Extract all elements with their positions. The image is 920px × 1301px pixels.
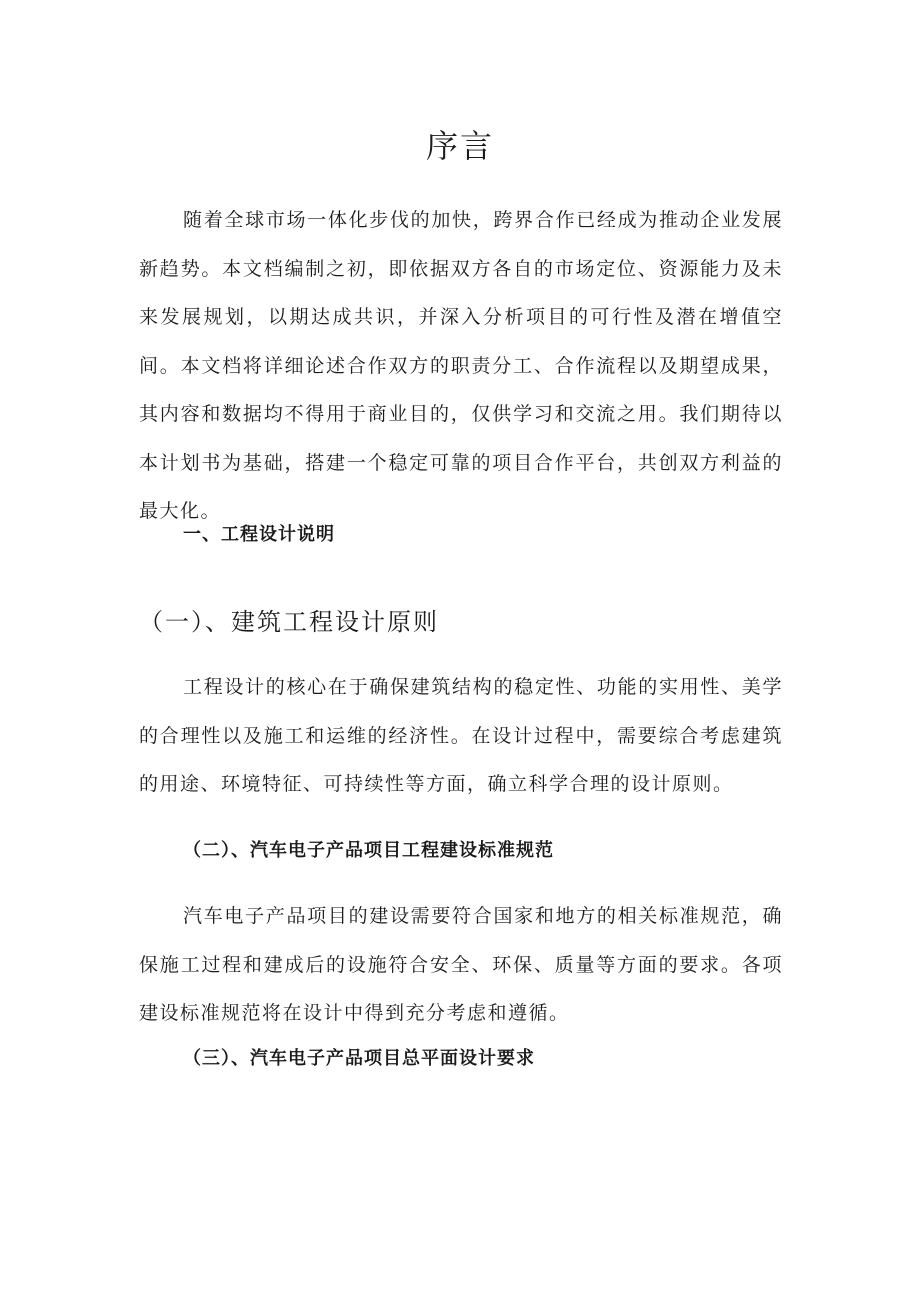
intro-paragraph: 随着全球市场一体化步伐的加快，跨界合作已经成为推动企业发展新趋势。本文档编制之初，即依据双方各自的市场定位、资源能力及未来发展规划，以期达成共识，并深入分析项目的可行性及潜在增值空间。本文档将详细论述合作双方的职责分工、合作流程以及期望成果，其内容和数据均不得用于商业目的，仅供学习和交流之用。我们期待以本计划书为基础，搭建一个稳定可靠的项目合作平台，共创双方利益的最大化。 bbox=[139, 209, 783, 522]
subsection-heading-site-layout: （三）、汽车电子产品项目总平面设计要求 bbox=[183, 1048, 535, 1069]
subsection-heading-construction-standards: （二）、汽车电子产品项目工程建设标准规范 bbox=[183, 840, 554, 861]
construction-standards-paragraph: 汽车电子产品项目的建设需要符合国家和地方的相关标准规范，确保施工过程和建成后的设施符合安全、环保、质量等方面的要求。各项建设标准规范将在设计中得到充分考虑和遵循。 bbox=[139, 905, 783, 1024]
page-title: 序言 bbox=[425, 127, 494, 165]
design-principles-paragraph: 工程设计的核心在于确保建筑结构的稳定性、功能的实用性、美学的合理性以及施工和运维的经济性。在设计过程中，需要综合考虑建筑的用途、环境特征、可持续性等方面，确立科学合理的设计原则。 bbox=[139, 676, 783, 795]
subsection-heading-design-principles: （一）、建筑工程设计原则 bbox=[139, 608, 439, 636]
section-heading-engineering-design: 一、工程设计说明 bbox=[183, 524, 335, 545]
